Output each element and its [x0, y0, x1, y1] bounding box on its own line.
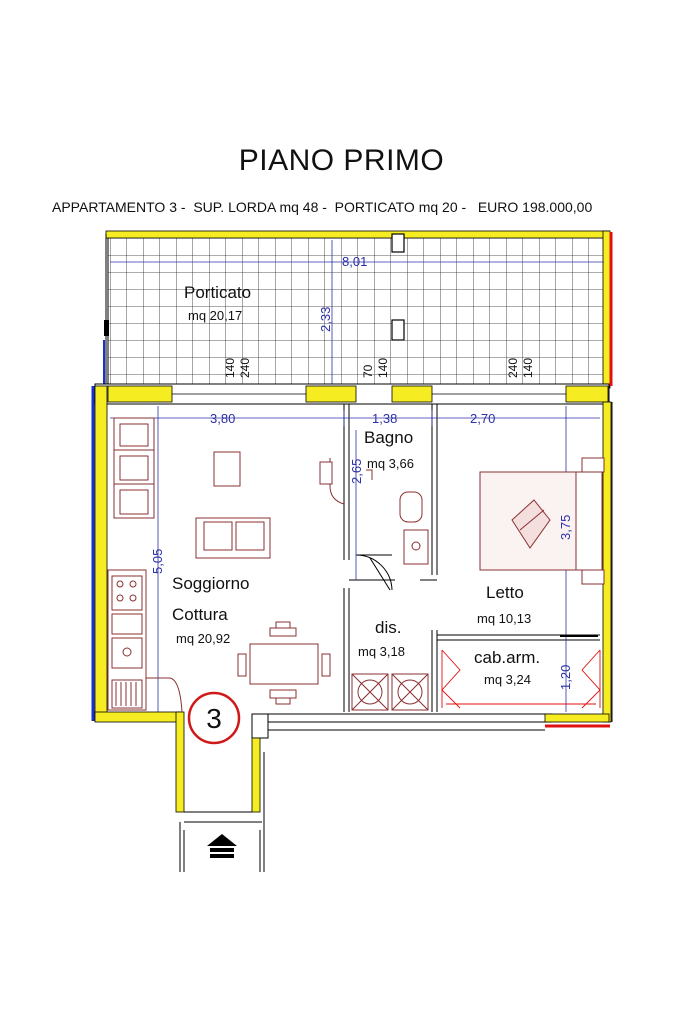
dim-porticato-depth: 2,33	[318, 306, 333, 332]
dim-bagno-depth: 2,65	[349, 458, 364, 484]
window-height-5: 240	[506, 357, 520, 378]
dim-bagno-width: 1,38	[372, 411, 398, 426]
dim-cabarm-depth: 1,20	[558, 664, 573, 690]
letto-area: mq 10,13	[477, 611, 532, 626]
window-height-3: 70	[361, 364, 375, 378]
window-height-6: 140	[521, 357, 535, 378]
dim-porticato-width: 8,01	[342, 254, 368, 269]
porticato-name: Porticato	[184, 283, 252, 302]
apartment-summary: APPARTAMENTO 3 - SUP. LORDA mq 48 - PORTICATO mq 20 - EURO 198.000,00	[52, 199, 593, 215]
soggiorno-name-2: Cottura	[172, 605, 228, 624]
soggiorno-name: Soggiorno	[172, 574, 250, 593]
front-wall	[95, 384, 609, 404]
window-height-4: 140	[376, 357, 390, 378]
bagno-name: Bagno	[364, 428, 414, 447]
dim-letto-width: 2,70	[470, 411, 496, 426]
utility-boxes	[352, 674, 428, 710]
soggiorno-area: mq 20,92	[176, 631, 231, 646]
letto-name: Letto	[486, 583, 524, 602]
apartment-number: 3	[206, 703, 222, 734]
bagno-door	[356, 555, 392, 590]
dis-name: dis.	[375, 618, 402, 637]
page-title: PIANO PRIMO	[238, 144, 445, 177]
bedroom-furniture	[480, 458, 604, 584]
porticato-area: mq 20,17	[188, 308, 243, 323]
apartment-number-badge	[189, 693, 239, 743]
cabarm-name: cab.arm.	[474, 648, 541, 667]
cabarm-area: mq 3,24	[484, 672, 531, 687]
entrance-arrow-icon	[207, 834, 237, 858]
bathroom-fixtures	[320, 458, 428, 564]
dis-area: mq 3,18	[358, 644, 405, 659]
window-height-2: 240	[238, 357, 252, 378]
dim-soggiorno-width: 3,80	[210, 411, 236, 426]
dim-letto-depth: 3,75	[558, 514, 573, 540]
kitchen-furniture	[108, 418, 182, 712]
bagno-area: mq 3,66	[367, 456, 414, 471]
dim-soggiorno-depth: 5,05	[150, 548, 165, 574]
window-height-1: 140	[223, 357, 237, 378]
